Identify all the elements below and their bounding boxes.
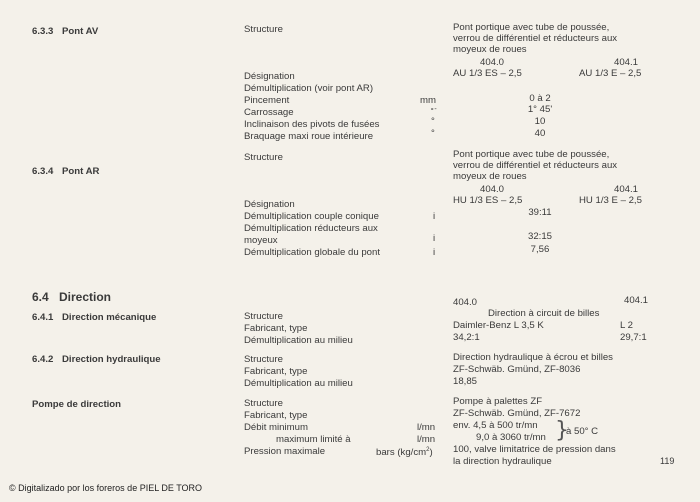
model-header: 404.1 bbox=[614, 184, 639, 195]
structure-label: Structure bbox=[244, 354, 283, 365]
section-title: Pompe de direction bbox=[32, 399, 122, 410]
section-title: Pont AR bbox=[62, 166, 100, 177]
brace-mark: } bbox=[555, 418, 569, 443]
reducteurs-label: Démultiplication réducteurs aux bbox=[244, 223, 378, 234]
debit-unit: l/mn bbox=[417, 434, 436, 445]
demultiplication-label: Démultiplication (voir pont AR) bbox=[244, 83, 374, 94]
globale-value: 7,56 bbox=[530, 244, 550, 255]
model-header: 404.0 bbox=[480, 184, 505, 195]
structure-value-line: verrou de différentiel et réducteurs aux bbox=[453, 33, 618, 44]
designation-label: Désignation bbox=[244, 199, 295, 210]
model-header: 404.1 bbox=[624, 295, 649, 306]
section-number: 6.3.3 bbox=[32, 26, 54, 37]
carrossage-unit: ∘- bbox=[430, 106, 437, 113]
reducteurs-value: 32:15 bbox=[527, 231, 552, 242]
demultiplication-value: 34,2:1 bbox=[453, 332, 480, 343]
inclinaison-unit: ° bbox=[431, 116, 435, 127]
fabricant-value: ZF-Schwäb. Gmünd, ZF-7672 bbox=[453, 408, 581, 419]
demultiplication-value: 29,7:1 bbox=[620, 332, 647, 343]
debit-min-value: env. 4,5 à 500 tr/mn bbox=[453, 420, 538, 431]
section-title: Direction hydraulique bbox=[62, 354, 161, 365]
debit-unit: l/mn bbox=[417, 422, 436, 433]
demultiplication-value: 18,85 bbox=[453, 376, 478, 387]
temperature-value: à 50° C bbox=[566, 426, 599, 437]
structure-label: Structure bbox=[244, 152, 283, 163]
fabricant-value: L 2 bbox=[620, 320, 633, 331]
section-number: 6.4.2 bbox=[32, 354, 54, 365]
fabricant-label: Fabricant, type bbox=[244, 410, 308, 421]
model-header: 404.1 bbox=[614, 57, 639, 68]
carrossage-label: Carrossage bbox=[244, 107, 294, 118]
structure-value-line: moyeux de roues bbox=[453, 171, 527, 182]
debit-max-value: 9,0 à 3060 tr/mn bbox=[476, 432, 546, 443]
pincement-value: 0 à 2 bbox=[529, 93, 551, 104]
debit-max-label: maximum limité à bbox=[276, 434, 351, 445]
fabricant-value: ZF-Schwäb. Gmünd, ZF-8036 bbox=[453, 364, 581, 375]
structure-value-line: verrou de différentiel et réducteurs aux bbox=[453, 160, 618, 171]
structure-label: Structure bbox=[244, 24, 283, 35]
designation-label: Désignation bbox=[244, 71, 295, 82]
globale-label: Démultiplication globale du pont bbox=[244, 247, 380, 258]
reducteurs-unit: i bbox=[433, 233, 436, 244]
designation-value: AU 1/3 ES – 2,5 bbox=[453, 68, 522, 79]
structure-value: Pompe à palettes ZF bbox=[453, 396, 543, 407]
fabricant-label: Fabricant, type bbox=[244, 323, 308, 334]
pression-value-line: 100, valve limitatrice de pression dans bbox=[453, 444, 616, 455]
pincement-unit: mm bbox=[420, 95, 436, 106]
section-title: Direction bbox=[59, 290, 112, 304]
fabricant-label: Fabricant, type bbox=[244, 366, 308, 377]
section-number: 6.4.1 bbox=[32, 312, 54, 323]
designation-value: AU 1/3 E – 2,5 bbox=[579, 68, 642, 79]
demultiplication-label: Démultiplication au milieu bbox=[244, 378, 353, 389]
designation-value: HU 1/3 E – 2,5 bbox=[579, 195, 642, 206]
section-title: Direction mécanique bbox=[62, 312, 157, 323]
pincement-label: Pincement bbox=[244, 95, 290, 106]
structure-label: Structure bbox=[244, 398, 283, 409]
structure-value-line: moyeux de roues bbox=[453, 44, 527, 55]
pression-value-line: la direction hydraulique bbox=[453, 456, 552, 467]
pression-label: Pression maximale bbox=[244, 446, 326, 457]
couple-label: Démultiplication couple conique bbox=[244, 211, 379, 222]
pression-unit: bars $(kg/cm^2)$ bbox=[376, 447, 433, 459]
braquage-value: 40 bbox=[534, 128, 546, 139]
inclinaison-label: Inclinaison des pivots de fusées bbox=[244, 119, 380, 130]
inclinaison-value: 10 bbox=[534, 116, 546, 127]
reducteurs-label: moyeux bbox=[244, 235, 278, 246]
footer-credit: © Digitalizado por los foreros de PIEL DE TORO bbox=[9, 483, 203, 493]
debit-min-label: Débit minimum bbox=[244, 422, 308, 433]
section-number: 6.4 bbox=[32, 290, 49, 304]
braquage-label: Braquage maxi roue intérieure bbox=[244, 131, 374, 142]
designation-value: HU 1/3 ES – 2,5 bbox=[453, 195, 523, 206]
braquage-unit: ° bbox=[431, 128, 435, 139]
couple-value: 39:11 bbox=[528, 207, 552, 218]
model-header: 404.0 bbox=[480, 57, 505, 68]
page-number: 119 bbox=[660, 456, 675, 466]
fabricant-value: Daimler-Benz L 3,5 K bbox=[453, 320, 544, 331]
section-title: Pont AV bbox=[62, 26, 99, 37]
structure-value-line: Pont portique avec tube de poussée, bbox=[453, 22, 610, 33]
model-header: 404.0 bbox=[453, 297, 478, 308]
couple-unit: i bbox=[433, 211, 436, 222]
carrossage-value: 1° 45' bbox=[527, 104, 553, 115]
demultiplication-label: Démultiplication au milieu bbox=[244, 335, 353, 346]
section-number: 6.3.4 bbox=[32, 166, 54, 177]
globale-unit: i bbox=[433, 247, 436, 258]
structure-value-line: Pont portique avec tube de poussée, bbox=[453, 149, 610, 160]
structure-label: Structure bbox=[244, 311, 283, 322]
structure-value: Direction hydraulique à écrou et billes bbox=[453, 352, 613, 363]
structure-value: Direction à circuit de billes bbox=[488, 308, 600, 319]
